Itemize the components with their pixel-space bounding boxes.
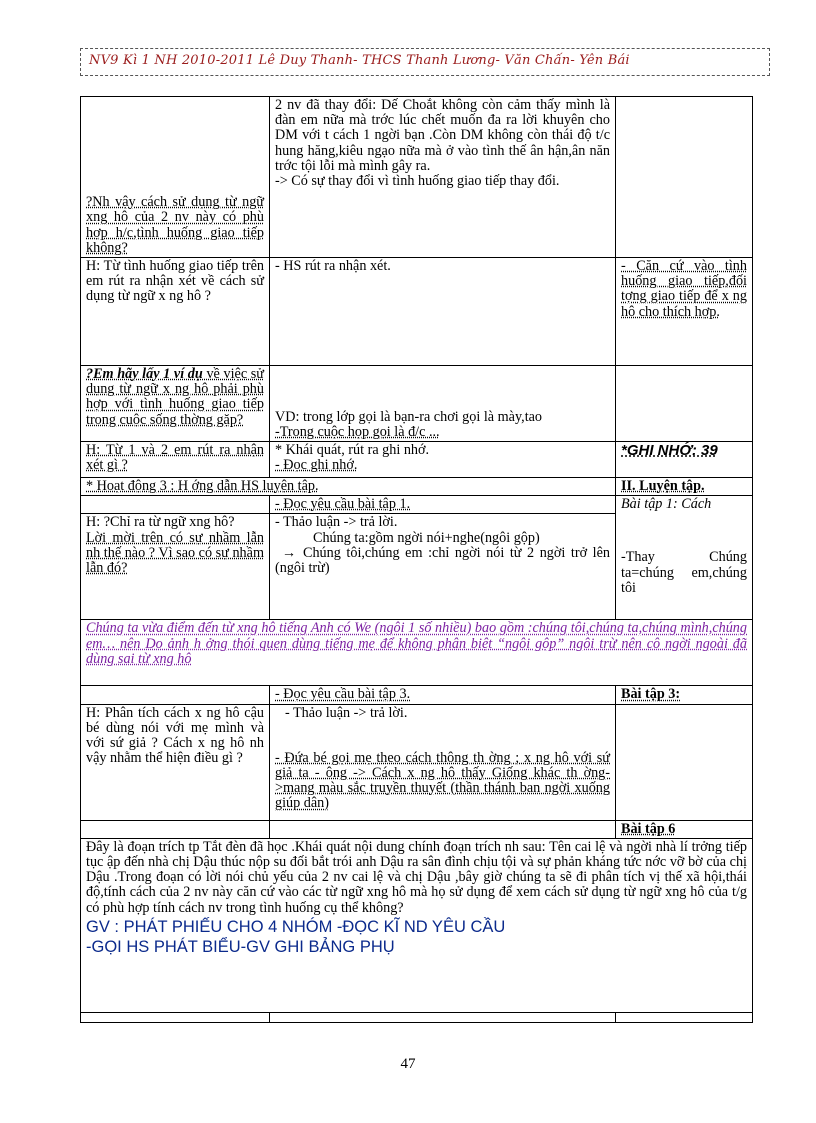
answer-text: 2 nv đã thay đổi: Dế Choắt không còn cảm thấy mình là đàn em nữa mà trớc lúc chết muốn đa ra lời khuyên cho DM với t cách 1 ngời bạn .Còn DM không còn thái độ t/c hung hăng,kiêu ngạo nữa mà ở vào tình thế ân hận,ân năn trớc tội lỗi mà mình gây ra.	[275, 97, 610, 174]
row-11	[81, 820, 753, 838]
header-text: NV9 Kì 1 NH 2010-2011 Lê Duy Thanh- THCS Thanh Lương- Văn Chấn- Yên Bái	[89, 53, 630, 68]
question-cell	[81, 442, 270, 478]
answer-cell	[270, 820, 616, 838]
row-1	[81, 97, 753, 258]
row-12	[81, 838, 753, 1012]
lesson-table	[80, 96, 753, 1023]
exercise-label: Bài tập 1: Cách	[621, 496, 712, 513]
exercise-cell	[616, 820, 753, 838]
summary-text: Đây là đoạn trích tp Tắt đèn đã học .Khái quát nội dung chính đoạn trích nh sau: Tên cai lệ và ngời nhà lí trởng tiếp tục ập đến nhà chị Dậu thúc nộp su đối bắt trói anh Dậu ra sân đình chịu tội và sự phản kháng tức nớc vỡ bờ của chị Dậu .Trong đoạn có lời nói chủ yếu của 2 nv cai lệ và chị Dậu ,bây giờ chúng ta sẽ đi phân tích vị thế xã hội,thái độ,tính cách của 2 nv này căn cứ vào các từ ngữ xng hô mà họ sử dụng để xem cách sử dụng từ ngữ xng hô của t/g có phù hợp tính cách nv trong tình huống cụ thể không?	[86, 838, 747, 916]
activity-title: * Hoạt động 3 : H ớng dẫn HS luyện tập.	[86, 478, 319, 494]
question-text: H: Phân tích cách x ng hô cậu bé dùng nói với mẹ mình và với sứ giả ? Cách x ng hô nh vậy nhằm thể hiện điều gì ?	[86, 704, 264, 767]
question-cell	[81, 366, 270, 442]
answer-cell	[270, 442, 616, 478]
gv-instruction: GV : PHÁT PHIẾU CHO 4 NHÓM -ĐỌC KĨ ND YÊU CẦU	[86, 917, 506, 936]
question-text: H: ?Chỉ ra từ ngữ xng hô?	[86, 514, 235, 531]
question-text: H: Từ tình huống giao tiếp trên em rút ra nhận xét về cách sử dụng từ ngữ x ng hô ?	[86, 258, 264, 305]
answer-line-3: Chúng tôi,chúng em :chỉ ngời nói từ 2 ngời trở lên (ngôi trừ)	[275, 544, 610, 577]
question-cell	[81, 514, 270, 620]
note-cell	[616, 442, 753, 478]
question-cell	[81, 97, 270, 258]
question-cell	[81, 686, 270, 704]
section-title: II. Luyện tập.	[621, 478, 705, 494]
row-4	[81, 442, 753, 478]
row-3	[81, 366, 753, 442]
question-cell	[81, 704, 270, 820]
page-number: 47	[400, 1056, 416, 1072]
note-cell	[616, 97, 753, 258]
row-9	[81, 686, 753, 704]
summary-cell	[81, 838, 753, 1012]
question-text: H: Từ 1 và 2 em rút ra nhận xét gì ?	[86, 442, 264, 474]
note-text: - Căn cứ vào tình huống giao tiếp,đối tợng giao tiếp để x ng hô cho thích hợp.	[621, 258, 747, 320]
answer-line-2: Chúng ta:gồm ngời nói+nghe(ngôi gộp)	[313, 529, 540, 546]
answer-text: - HS rút ra nhận xét.	[275, 258, 391, 274]
empty-cell	[270, 1012, 616, 1022]
activity-cell	[81, 478, 616, 496]
exercise-cell	[616, 496, 753, 620]
exercise-instruction: - Đọc yêu cầu bài tập 3.	[275, 686, 411, 703]
question-cell	[81, 820, 270, 838]
answer-conclusion: -> Có sự thay đổi vì tình huống giao tiếp thay đổi.	[275, 173, 560, 190]
exercise-label: Bài tập 3:	[621, 686, 681, 703]
question-text: ?Nh vậy cách sử dụng từ ngữ xng hô của 2 nv này có phù hợp h/c,tình huống giao tiếp không?	[86, 194, 264, 256]
note-span-cell	[81, 620, 753, 686]
row-6	[81, 496, 753, 514]
answer-cell	[270, 258, 616, 366]
exercise-answer: -Thay Chúng ta=chúng em,chúng tôi	[621, 549, 747, 596]
row-5	[81, 478, 753, 496]
section-cell	[616, 478, 753, 496]
exercise-cell	[616, 686, 753, 704]
answer-text-2: - Đứa bé gọi mẹ theo cách thông th ờng ; x ng hô với sứ giả ta - ông -> Cách x ng hô thấy Giống khác th ờng->mang màu sắc truyền thuyết (thần thánh ban ngời xuống giúp dân)	[275, 749, 610, 812]
row-13	[81, 1012, 753, 1022]
arrow-icon: →	[281, 544, 297, 561]
answer-cell	[270, 366, 616, 442]
teacher-note: Chúng ta vừa điểm đến từ xng hô tiếng Anh có We (ngôi 1 số nhiều) bao gồm :chúng tôi,chúng ta,chúng mình,chúng em… nên Do ảnh h ởng thói quen dùng tiếng mẹ để không phân biệt “ngôi gộp” ngôi trừ nên cô ngời ngoài đã dùng sai từ xng hô	[86, 620, 747, 667]
answer-cell	[270, 686, 616, 704]
answer-text: - Thảo luận -> trả lời.	[275, 514, 398, 531]
example-text-2: -Trong cuộc họp gọi là đ/c ...	[275, 423, 440, 440]
gv-instruction-2: -GỌI HS PHÁT BIỂU-GV GHI BẢNG PHỤ	[86, 937, 395, 956]
note-cell	[616, 366, 753, 442]
answer-cell	[270, 514, 616, 620]
answer-text-2: - Đọc ghi nhớ.	[275, 457, 358, 474]
question-emphasis: ?Em hãy lấy 1 ví dụ	[86, 366, 203, 382]
note-cell	[616, 704, 753, 820]
question-cell	[81, 496, 270, 514]
question-cell	[81, 258, 270, 366]
page-header	[80, 48, 770, 76]
ghi-nho-label: *GHI NHỚ: 39	[621, 442, 718, 459]
exercise-label: Bài tập 6	[621, 820, 676, 837]
answer-cell	[270, 97, 616, 258]
empty-cell	[616, 1012, 753, 1022]
row-2	[81, 258, 753, 366]
question-text: về việc sử dụng từ ngữ x ng hô phải phù hợp với tình huống giao tiếp trong cuộc sống thờng gặp?	[86, 366, 264, 428]
answer-cell	[270, 704, 616, 820]
empty-cell	[81, 1012, 270, 1022]
answer-text: * Khái quát, rút ra ghi nhớ.	[275, 442, 430, 458]
answer-text: - Thảo luận -> trả lời.	[285, 704, 408, 721]
question-text-2: Lời mời trên có sự nhầm lẫn nh thế nào ? Vì sao có sự nhầm lẫn đó?	[86, 529, 264, 577]
row-8	[81, 620, 753, 686]
note-cell	[616, 258, 753, 366]
answer-cell	[270, 496, 616, 514]
exercise-instruction: - Đọc yêu cầu bài tập 1.	[275, 496, 411, 513]
row-10	[81, 704, 753, 820]
example-text: VD: trong lớp gọi là bạn-ra chơi gọi là mày,tao	[275, 408, 543, 425]
